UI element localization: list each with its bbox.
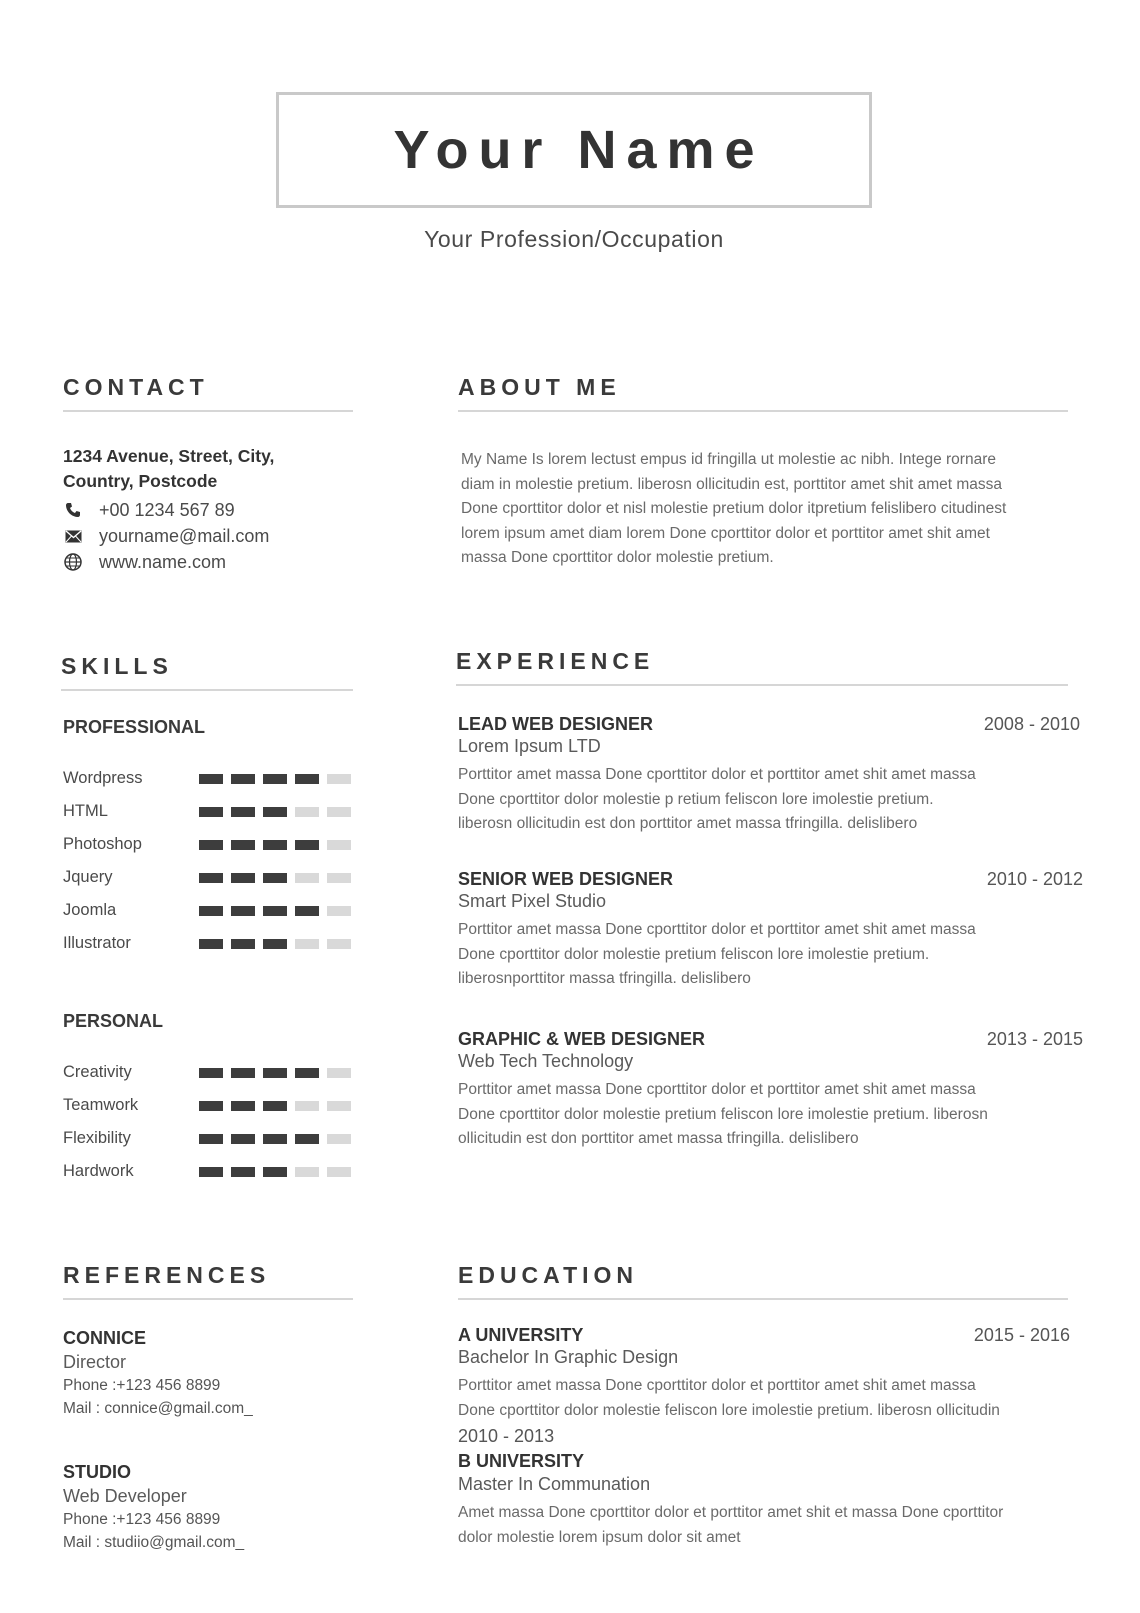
education-description-line: dolor molestie lorem ipsum dolor sit amet (458, 1528, 741, 1546)
skill-level-segment-empty (295, 873, 319, 883)
job-title: LEAD WEB DESIGNER (458, 714, 654, 734)
skill-level-segment-filled (199, 807, 223, 817)
job-description-line: Porttitor amet massa Done cporttitor dolor et porttitor amet shit amet massa (458, 1081, 976, 1098)
education-title: EDUCATION (458, 1262, 639, 1288)
website-url: www.name.com (99, 551, 227, 572)
skill-level-bar (199, 1134, 359, 1144)
skill-level-segment-filled (295, 906, 319, 916)
skill-row (63, 762, 363, 795)
reference-role: Web Developer (63, 1486, 187, 1506)
skill-level-segment-filled (263, 1101, 287, 1111)
job-description-line: liberosn ollicitudin est don porttitor amet massa tfringilla. delislibero (458, 815, 918, 832)
skill-level-segment-empty (295, 1101, 319, 1111)
skill-level-segment-filled (199, 1167, 223, 1177)
education-years: 2015 - 2016 (973, 1325, 1070, 1345)
reference-entry (63, 1460, 244, 1554)
skill-level-segment-filled (231, 906, 255, 916)
skill-level-segment-filled (231, 873, 255, 883)
skill-level-bar (199, 840, 359, 850)
job-years: 2013 - 2015 (986, 1029, 1083, 1049)
skill-row (63, 861, 363, 894)
personal-skills-title: PERSONAL (63, 1011, 164, 1031)
professional-skills-list (63, 762, 363, 960)
skill-row (63, 1089, 363, 1122)
skill-level-segment-filled (231, 1167, 255, 1177)
skill-level-segment-empty (327, 1167, 351, 1177)
job-description-line: liberosnporttitor massa tfringilla. delislibero (458, 970, 751, 987)
skills-section-header (61, 651, 353, 691)
skill-level-segment-filled (231, 1068, 255, 1078)
about-line: Done cporttitor dolor et nisl molestie pretium dolor itpretium felislibero citudinest (461, 500, 1007, 517)
skill-level-bar (199, 939, 359, 949)
job-description-line: Done cporttitor dolor molestie p retium feliscon lore imolestie pretium. (458, 790, 934, 808)
job-entry (458, 1029, 1083, 1152)
skill-level-segment-empty (295, 939, 319, 949)
professional-skills-title: PROFESSIONAL (63, 717, 206, 737)
education-entry (458, 1325, 1078, 1550)
job-company: Web Tech Technology (458, 1051, 634, 1071)
skill-level-bar (199, 906, 359, 916)
skill-row (63, 927, 363, 960)
education-divider (458, 1298, 1068, 1300)
skill-level-segment-filled (263, 1068, 287, 1078)
reference-mail: Mail : connice@gmail.com_ (63, 1400, 253, 1417)
reference-role: Director (63, 1352, 127, 1372)
skill-row (63, 894, 363, 927)
skill-level-segment-filled (199, 939, 223, 949)
about-section-header (458, 372, 1068, 412)
skill-row (63, 828, 363, 861)
about-title: ABOUT ME (458, 374, 621, 400)
about-text (461, 448, 1101, 571)
job-description-line: ollicitudin est don porttitor amet massa tfringilla. delislibero (458, 1130, 859, 1147)
skills-title: SKILLS (61, 653, 173, 679)
skill-level-segment-filled (263, 774, 287, 784)
skill-level-segment-empty (327, 906, 351, 916)
reference-mail: Mail : studiio@gmail.com_ (63, 1534, 245, 1551)
job-description-line: Done cporttitor dolor molestie pretium feliscon lore imolestie pretium. liberosn (458, 1105, 988, 1123)
skill-label: Creativity (63, 1063, 132, 1081)
skill-level-segment-empty (327, 1101, 351, 1111)
skill-label: Joomla (63, 901, 117, 919)
skill-level-segment-filled (263, 1134, 287, 1144)
name-box (276, 92, 872, 208)
about-line: lorem ipsum amet diam lorem Done cporttitor dolor et porttitor amet shit amet (461, 524, 990, 542)
skill-level-segment-empty (327, 1068, 351, 1078)
education-degree: Master In Communation (458, 1474, 651, 1494)
job-title: SENIOR WEB DESIGNER (458, 869, 674, 889)
skill-level-segment-empty (327, 939, 351, 949)
skill-label: Illustrator (63, 934, 131, 952)
skill-level-segment-filled (295, 1068, 319, 1078)
skill-level-segment-filled (263, 840, 287, 850)
address-line-1: 1234 Avenue, Street, City, (63, 446, 275, 466)
skill-level-bar (199, 807, 359, 817)
education-section-header (458, 1260, 1068, 1300)
education-description-line: Done cporttitor dolor molestie feliscon lore imolestie pretium. liberosn ollicitudin (458, 1401, 1000, 1419)
skill-level-bar (199, 873, 359, 883)
skill-row (63, 1122, 363, 1155)
skill-level-segment-empty (295, 807, 319, 817)
globe-icon (63, 553, 83, 571)
references-divider (63, 1298, 353, 1300)
skill-level-bar (199, 1068, 359, 1078)
skills-divider (61, 689, 353, 691)
references-title: REFERENCES (63, 1262, 271, 1288)
skill-level-segment-empty (327, 840, 351, 850)
skill-level-segment-filled (295, 774, 319, 784)
reference-phone: Phone :+123 456 8899 (63, 1511, 221, 1528)
skill-level-segment-filled (231, 840, 255, 850)
about-line: diam in molestie pretium. liberosn ollicitudin est, porttitor amet shit amet massa (461, 475, 1002, 493)
contact-section-header (63, 372, 353, 412)
education-school: B UNIVERSITY (458, 1451, 585, 1471)
about-line: My Name Is lorem lectust empus id fringilla ut molestie ac nibh. Intege rornare (461, 451, 996, 468)
skill-level-segment-empty (295, 1167, 319, 1177)
education-description-line: Amet massa Done cporttitor dolor et porttitor amet shit et massa Done cporttitor (458, 1504, 1004, 1521)
reference-name: CONNICE (63, 1328, 147, 1348)
skill-level-segment-filled (231, 939, 255, 949)
skill-label: Flexibility (63, 1129, 131, 1147)
skill-label: HTML (63, 802, 108, 820)
mail-icon (63, 527, 83, 545)
skill-level-segment-filled (263, 873, 287, 883)
skill-level-segment-filled (199, 1134, 223, 1144)
skill-level-segment-filled (263, 906, 287, 916)
reference-phone: Phone :+123 456 8899 (63, 1377, 221, 1394)
skill-level-segment-empty (327, 1134, 351, 1144)
skill-level-segment-filled (199, 840, 223, 850)
skill-level-segment-filled (263, 1167, 287, 1177)
skill-row (63, 795, 363, 828)
skill-level-segment-filled (231, 807, 255, 817)
skill-row (63, 1056, 363, 1089)
references-section-header (63, 1260, 353, 1300)
skill-level-segment-filled (263, 807, 287, 817)
email-row (63, 523, 274, 549)
profession: Your Profession/Occupation (424, 226, 724, 252)
skill-label: Jquery (63, 868, 113, 886)
skill-row (63, 1155, 363, 1188)
skill-label: Wordpress (63, 769, 143, 787)
email-address: yourname@mail.com (99, 525, 270, 546)
skill-label: Photoshop (63, 835, 142, 853)
reference-name: STUDIO (63, 1462, 132, 1482)
contact-title: CONTACT (63, 374, 209, 400)
address-line-2: Country, Postcode (63, 471, 218, 491)
skill-level-segment-filled (199, 1101, 223, 1111)
skill-level-segment-filled (199, 1068, 223, 1078)
job-description-line: Porttitor amet massa Done cporttitor dolor et porttitor amet shit amet massa (458, 766, 976, 783)
personal-skills-list (63, 1056, 363, 1188)
reference-entry (63, 1326, 253, 1420)
experience-divider (456, 684, 1068, 686)
skill-level-segment-empty (327, 807, 351, 817)
phone-number: +00 1234 567 89 (99, 499, 235, 520)
about-line: massa Done cporttitor dolor molestie pretium. (461, 549, 774, 566)
skill-level-segment-filled (199, 906, 223, 916)
skill-level-segment-filled (199, 774, 223, 784)
education-degree: Bachelor In Graphic Design (458, 1347, 679, 1367)
job-description-line: Done cporttitor dolor molestie pretium feliscon lore imolestie pretium. (458, 945, 930, 963)
skill-level-segment-filled (295, 1134, 319, 1144)
phone-row (63, 497, 274, 523)
skill-level-segment-filled (231, 1134, 255, 1144)
job-title: GRAPHIC & WEB DESIGNER (458, 1029, 706, 1049)
full-name: Your Name (393, 120, 765, 180)
job-company: Smart Pixel Studio (458, 891, 607, 911)
job-description-line: Porttitor amet massa Done cporttitor dolor et porttitor amet shit amet massa (458, 921, 976, 938)
skill-level-segment-empty (327, 774, 351, 784)
skill-level-segment-empty (327, 873, 351, 883)
experience-title: EXPERIENCE (456, 648, 655, 674)
education-school: A UNIVERSITY (458, 1325, 584, 1345)
job-years: 2010 - 2012 (986, 869, 1083, 889)
contact-block (63, 444, 274, 575)
skill-level-segment-filled (231, 1101, 255, 1111)
contact-divider (63, 410, 353, 412)
skill-label: Teamwork (63, 1096, 139, 1114)
skill-level-segment-filled (231, 774, 255, 784)
skill-level-segment-filled (263, 939, 287, 949)
skill-level-segment-filled (295, 840, 319, 850)
job-company: Lorem Ipsum LTD (458, 736, 601, 756)
skill-level-bar (199, 1167, 359, 1177)
skill-level-bar (199, 1101, 359, 1111)
skill-level-bar (199, 774, 359, 784)
education-description-line: Porttitor amet massa Done cporttitor dolor et porttitor amet shit amet massa (458, 1377, 976, 1394)
job-years: 2008 - 2010 (983, 714, 1080, 734)
phone-icon (63, 501, 83, 519)
job-entry (458, 869, 1083, 992)
skill-level-segment-filled (199, 873, 223, 883)
experience-section-header (456, 646, 1068, 686)
website-row (63, 549, 274, 575)
skill-label: Hardwork (63, 1162, 134, 1180)
education-years: 2010 - 2013 (458, 1426, 555, 1446)
job-entry (458, 714, 1080, 837)
about-divider (458, 410, 1068, 412)
